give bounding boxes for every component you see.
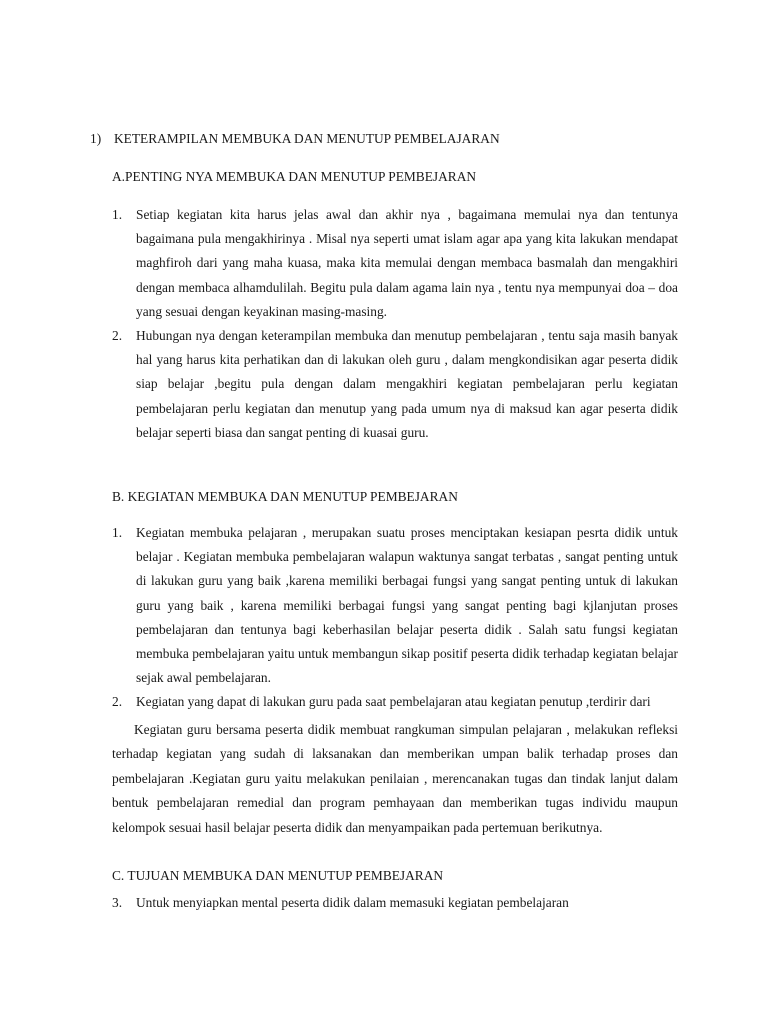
list-item-marker: 1. <box>112 207 123 222</box>
section-b-list <box>112 521 678 715</box>
list-item <box>112 324 678 445</box>
list-item-text: Kegiatan membuka pelajaran , merupakan suatu proses menciptakan kesiapan pesrta didik untuk belajar . Kegiatan membuka pembelajaran walapun waktunya sangat terbatas , sangat penting untuk di lakukan guru yang baik ,karena memiliki berbagai fungsi yang sangat penting untuk di lakukan guru yang baik , karena memiliki berbagai fungsi yang sangat penting bagi kjlanjutan proses pembelajaran dan tentunya bagi keberhasilan belajar peserta didik . Salah satu fungsi kegiatan membuka pembelajaran yaitu untuk membangun sikap positif peserta didik terhadap kegiatan belajar sejak awal pembelajaran. <box>136 525 678 686</box>
section-c-heading: C. TUJUAN MEMBUKA DAN MENUTUP PEMBEJARAN <box>112 868 444 883</box>
list-item-marker: 2. <box>112 328 123 344</box>
list-item-marker: 3. <box>112 895 123 910</box>
section-b-heading: B. KEGIATAN MEMBUKA DAN MENUTUP PEMBEJARAN <box>112 489 458 504</box>
list-item-marker: 1. <box>112 525 123 540</box>
list-item <box>112 203 678 324</box>
list-item <box>112 891 678 915</box>
list-item-text: Setiap kegiatan kita harus jelas awal dan akhir nya , bagaimana memulai nya dan tentunya bagaimana pula mengakhirinya . Misal nya seperti umat islam agar apa yang kita lakukan mendapat maghfiroh dari yang maha kuasa, maka kita memulai dengan membaca basmalah dan mengakhiri dengan membaca alhamdulilah. Begitu pula dalam agama lain nya , tentu nya mempunyai doa – doa yang sesuai dengan keyakinan masing-masing. <box>136 207 678 319</box>
list-item-text: Hubungan nya dengan keterampilan membuka dan menutup pembelajaran , tentu saja masih banyak hal yang harus kita perhatikan dan di lakukan oleh guru , dalam mengkondisikan agar peserta didik siap belajar ,begitu pula dengan dalam mengakhiri kegiatan pembelajaran perlu kegiatan pembelajaran perlu kegiatan dan menutup yang pada umum nya di maksud kan agar peserta didik belajar seperti biasa dan sangat penting di kuasai guru. <box>136 328 678 440</box>
main-heading-title: KETERAMPILAN MEMBUKA DAN MENUTUP PEMBELAJARAN <box>114 131 500 146</box>
list-item-marker: 2. <box>112 694 123 710</box>
section-a-list <box>112 203 678 445</box>
list-item-text: Untuk menyiapkan mental peserta didik dalam memasuki kegiatan pembelajaran <box>136 895 569 910</box>
main-heading-number: 1) <box>90 131 102 146</box>
list-item <box>112 521 678 690</box>
list-item <box>112 690 678 714</box>
main-heading <box>90 130 690 148</box>
list-item-text: Kegiatan yang dapat di lakukan guru pada saat pembelajaran atau kegiatan penutup ,terdirir dari <box>136 694 651 710</box>
section-a-heading: A.PENTING NYA MEMBUKA DAN MENUTUP PEMBEJARAN <box>112 169 477 184</box>
section-b-paragraph: Kegiatan guru bersama peserta didik membuat rangkuman simpulan pelajaran , melakukan refleksi terhadap kegiatan yang sudah di laksanakan dan memberikan umpan balik terhadap proses dan pembelajaran .Kegiatan guru yaitu melakukan penilaian , merencanakan tugas dan tindak lanjut dalam bentuk pembelajaran remedial dan program pemhayaan dan memberikan tugas individu maupun kelompok sesuai hasil belajar peserta didik dan menyampaikan pada pertemuan berikutnya. <box>112 722 678 835</box>
section-c-list <box>112 891 678 915</box>
